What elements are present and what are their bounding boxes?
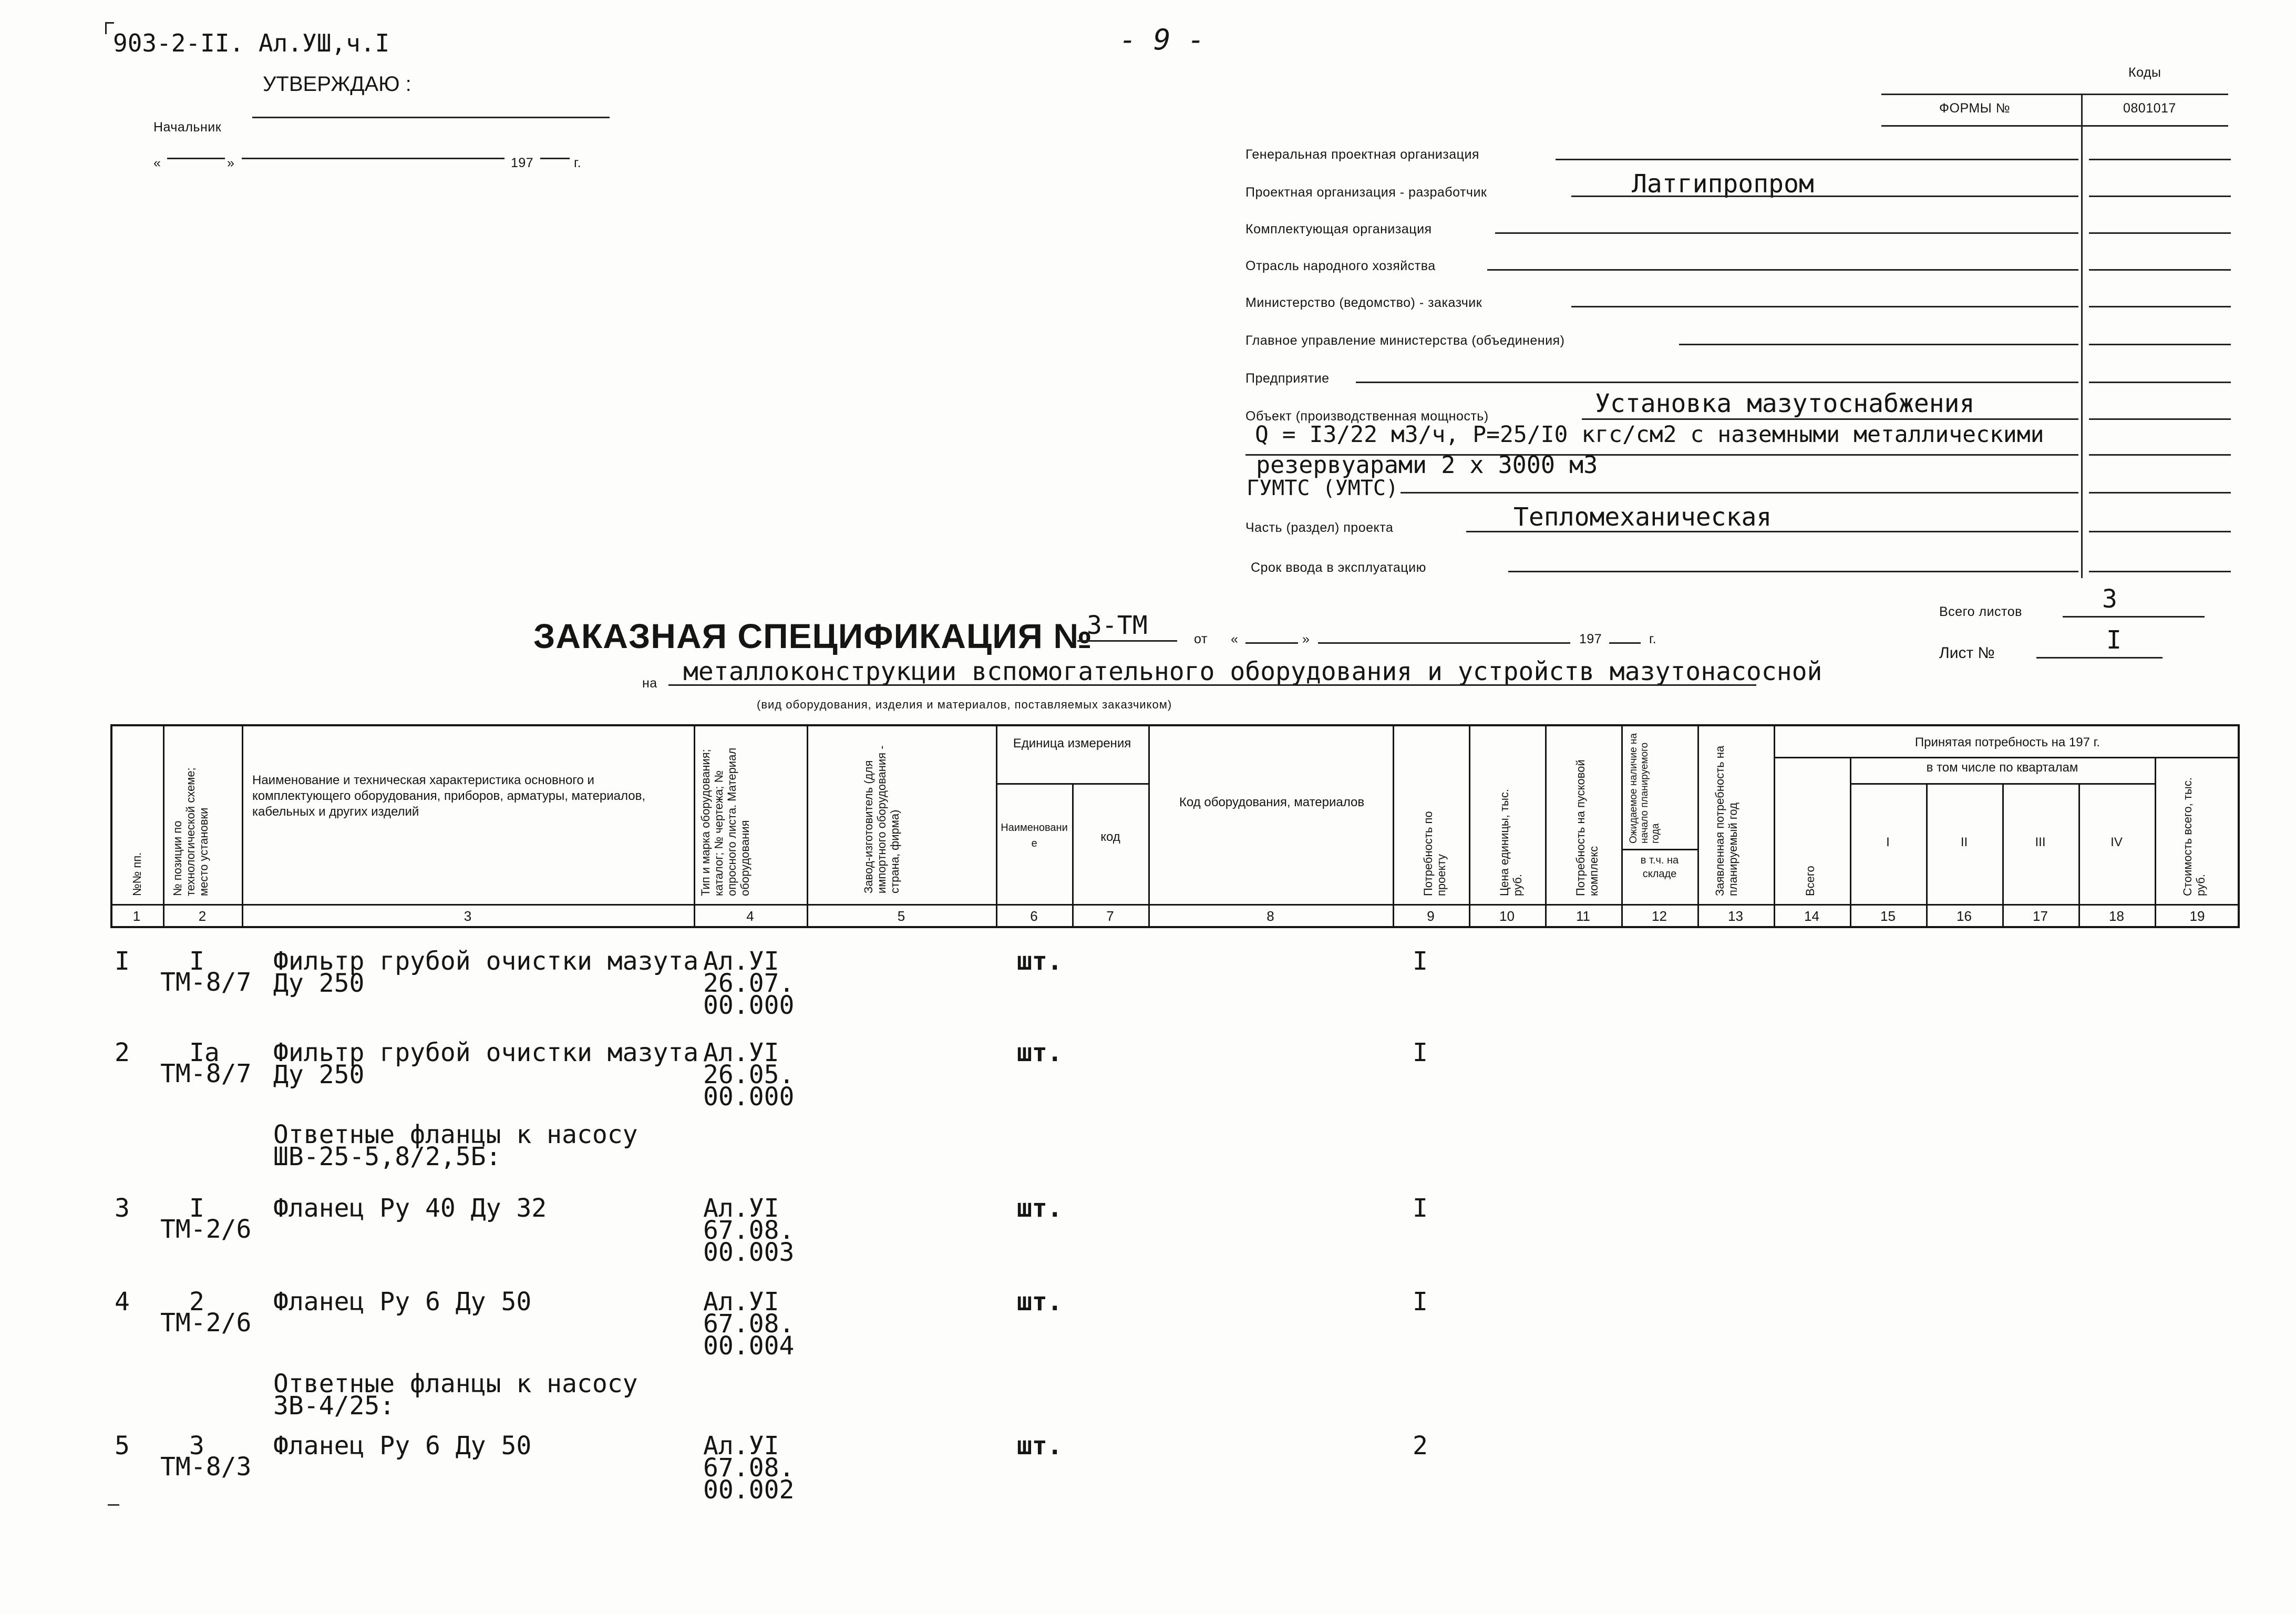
row-quantity: I <box>1413 947 1428 976</box>
total-sheets-line[interactable] <box>2063 616 2205 618</box>
codes-title: Коды <box>2128 65 2161 80</box>
row-number: 2 <box>115 1038 130 1067</box>
spec-table-header <box>110 724 2240 928</box>
col-divider <box>1545 724 1547 928</box>
col-divider <box>1621 724 1623 928</box>
row-quantity: I <box>1413 1287 1428 1317</box>
object-line-3: резервуарами 2 х 3000 м3 <box>1256 451 1598 479</box>
form-code: 0801017 <box>2123 101 2176 116</box>
row-item-type: Ал.УI 67.08. 00.004 <box>703 1287 795 1361</box>
page-number: - 9 - <box>1119 23 1205 56</box>
col-divider <box>2078 783 2080 928</box>
accepted-subline <box>1774 757 2240 758</box>
gumts-code[interactable] <box>2089 492 2231 494</box>
header-q1: I <box>1886 835 1890 849</box>
na-label: на <box>642 676 657 691</box>
col-number: 15 <box>1880 908 1896 924</box>
chief-label: Начальник <box>153 120 222 135</box>
object-code-1[interactable] <box>2089 418 2231 420</box>
sheet-line[interactable] <box>2036 657 2163 659</box>
header-total: Всего <box>1804 866 1817 896</box>
row-position-index: I <box>189 947 204 976</box>
spec-day-field[interactable] <box>1245 642 1298 644</box>
col-number: 19 <box>2189 908 2205 924</box>
header-type: Тип и марка оборудования; каталог; № чертежа; № опросного листа. Материал оборудования <box>699 747 751 896</box>
header-unit: Единица измерения <box>1013 736 1131 751</box>
part-field[interactable] <box>1466 531 2078 532</box>
header-cost: Стоимость всего, тыс. руб. <box>2181 777 2207 896</box>
spec-year-field[interactable] <box>1609 642 1641 644</box>
spec-quote-close: » <box>1302 632 1310 646</box>
industry-code[interactable] <box>2089 269 2231 271</box>
row-position-scheme: ТМ-8/7 <box>160 1059 252 1088</box>
object-line-1: Установка мазутоснабжения <box>1595 389 1975 418</box>
dev-org-code[interactable] <box>2089 196 2231 197</box>
header-declared: Заявленная потребность на планируемый год <box>1713 745 1739 896</box>
main-dept-label: Главное управление министерства (объединения) <box>1245 333 1565 348</box>
col-divider <box>1774 724 1775 928</box>
row-item-name: Фланец Ру 6 Ду 50 <box>273 1431 532 1461</box>
row-position-index: 2 <box>189 1287 204 1317</box>
supplier-org-field[interactable] <box>1495 232 2078 234</box>
col-number: 10 <box>1499 908 1515 924</box>
row-item-type: Ал.УI 26.07. 00.000 <box>703 947 795 1020</box>
col-divider <box>242 724 243 928</box>
general-org-label: Генеральная проектная организация <box>1245 147 1479 162</box>
header-unit-code: код <box>1100 830 1120 844</box>
enterprise-label: Предприятие <box>1245 371 1330 386</box>
supplier-org-code[interactable] <box>2089 232 2231 234</box>
document-code: 903-2-II. Ал.УШ,ч.I <box>113 29 390 57</box>
general-org-code[interactable] <box>2089 159 2231 160</box>
spec-quote-open: « <box>1231 632 1239 646</box>
col-divider <box>1072 783 1074 928</box>
col-number: 11 <box>1576 908 1590 924</box>
col-divider <box>807 724 808 928</box>
col-divider <box>2002 783 2004 928</box>
col-number: 5 <box>897 908 905 924</box>
col-number: 2 <box>198 908 207 924</box>
deadline-label: Срок ввода в эксплуатацию <box>1251 560 1426 575</box>
col-number: 14 <box>1804 908 1819 924</box>
col-number: 3 <box>464 908 472 924</box>
main-dept-field[interactable] <box>1679 344 2078 345</box>
row-quantity: I <box>1413 1038 1428 1067</box>
object-field-1[interactable] <box>1582 418 2078 420</box>
spec-number-line[interactable] <box>1077 640 1177 642</box>
spec-subject-note: (вид оборудования, изделия и материалов, поставляемых заказчиком) <box>757 698 1172 711</box>
col-divider <box>694 724 695 928</box>
header-need-project: Потребность по проекту <box>1422 811 1448 896</box>
quarters-subline <box>1850 783 2155 785</box>
row-item-type: Ал.УI 26.05. 00.000 <box>703 1038 795 1112</box>
row-position-scheme: ТМ-2/6 <box>160 1308 252 1338</box>
c12-subline <box>1621 849 1697 850</box>
col-number: 9 <box>1427 908 1435 924</box>
header-quarters: в том числе по кварталам <box>1926 760 2078 775</box>
part-value: Тепломеханическая <box>1513 502 1772 532</box>
spec-number: 3-ТМ <box>1087 611 1148 640</box>
row-item-type: Ал.УI 67.08. 00.002 <box>703 1431 795 1505</box>
codes-top-line <box>1881 94 2228 95</box>
row-quantity: 2 <box>1413 1431 1428 1461</box>
day-field[interactable] <box>167 158 225 159</box>
header-equipment-code: Код оборудования, материалов <box>1179 795 1365 809</box>
col-number: 1 <box>132 908 141 924</box>
col-number: 6 <box>1030 908 1038 924</box>
spec-year-suffix: г. <box>1649 632 1657 646</box>
header-unit-name: Наименование <box>1001 822 1068 849</box>
object-line-2: Q = I3/22 м3/ч, Р=25/I0 кгс/см2 с наземными металлическими <box>1255 422 2044 448</box>
row-position-index: Iа <box>189 1038 220 1067</box>
row-number: 5 <box>115 1431 130 1461</box>
header-launch-need: Потребность на пусковой комплекс <box>1574 759 1600 896</box>
unit-subline <box>996 783 1148 785</box>
header-expected: Ожидаемое наличие на начало планируемого года <box>1628 733 1661 844</box>
ministry-label: Министерство (ведомство) - заказчик <box>1245 295 1482 310</box>
row-unit: шт. <box>1017 1038 1063 1067</box>
spec-heading: ЗАКАЗНАЯ СПЕЦИФИКАЦИЯ № <box>533 616 1093 655</box>
header-in-stock: в т.ч. на складе <box>1640 855 1679 880</box>
row-position-index: 3 <box>189 1431 204 1461</box>
gumts-label: ГУМТС (УМТС) <box>1247 476 1398 500</box>
spec-month-field[interactable] <box>1318 642 1570 644</box>
object-code-2[interactable] <box>2089 454 2231 456</box>
industry-field[interactable] <box>1487 269 2078 271</box>
ministry-code[interactable] <box>2089 306 2231 307</box>
main-dept-code[interactable] <box>2089 344 2231 345</box>
spec-subject: металлоконструкции вспомогательного оборудования и устройств мазутонасосной <box>683 657 1823 686</box>
sheet-label: Лист № <box>1939 644 1995 662</box>
col-divider <box>2155 757 2156 928</box>
total-sheets-label: Всего листов <box>1939 604 2022 619</box>
col-divider <box>163 724 164 928</box>
row-unit: шт. <box>1017 947 1063 976</box>
year-prefix: 197 <box>511 156 534 170</box>
group-note: Ответные фланцы к насосу ШВ-25-5,8/2,5Б: <box>273 1120 638 1171</box>
codes-form-line <box>1881 125 2228 127</box>
header-manufacturer: Завод-изготовитель (для импортного оборудования - страна, фирма) <box>862 745 901 893</box>
date-quote-close: » <box>227 156 235 170</box>
year-field[interactable] <box>540 158 570 159</box>
deadline-code[interactable] <box>2089 571 2231 572</box>
row-quantity: I <box>1413 1194 1428 1223</box>
date-quote-open: « <box>153 156 161 170</box>
row-position-scheme: ТМ-2/6 <box>160 1215 252 1244</box>
row-unit: шт. <box>1017 1287 1063 1317</box>
codes-divider <box>2081 95 2083 578</box>
col-number: 17 <box>2033 908 2048 924</box>
supplier-org-label: Комплектующая организация <box>1245 222 1432 237</box>
year-suffix: г. <box>574 156 582 170</box>
row-item-name: Фильтр грубой очистки мазута Ду 250 <box>273 947 699 998</box>
col-divider <box>1697 724 1699 928</box>
header-accepted: Принятая потребность на 197 г. <box>1914 735 2101 749</box>
header-unit-price: Цена единицы, тыс. руб. <box>1498 789 1524 896</box>
enterprise-code[interactable] <box>2089 382 2231 383</box>
object-label: Объект (производственная мощность) <box>1245 409 1489 424</box>
row-number: 3 <box>115 1194 130 1223</box>
row-number: 4 <box>115 1287 130 1317</box>
chief-signature-line[interactable] <box>252 117 610 118</box>
col-number: 7 <box>1106 908 1114 924</box>
row-unit: шт. <box>1017 1194 1063 1223</box>
part-code[interactable] <box>2089 531 2231 532</box>
corner-mark <box>105 22 114 34</box>
part-label: Часть (раздел) проекта <box>1245 520 1394 535</box>
spec-subject-line[interactable] <box>668 684 1756 686</box>
row-item-name: Фланец Ру 40 Ду 32 <box>273 1194 547 1223</box>
form-label: ФОРМЫ № <box>1939 101 2011 116</box>
col-divider <box>1469 724 1470 928</box>
enterprise-field[interactable] <box>1356 382 2078 383</box>
industry-label: Отрасль народного хозяйства <box>1245 259 1436 273</box>
dev-org-value: Латгипропром <box>1632 169 1814 199</box>
deadline-field[interactable] <box>1508 571 2078 572</box>
dev-org-label: Проектная организация - разработчик <box>1245 185 1487 200</box>
header-position: № позиции по технологической схеме; место установки <box>171 767 210 896</box>
row-position-index: I <box>189 1194 204 1223</box>
col-number: 18 <box>2109 908 2124 924</box>
month-field[interactable] <box>242 158 504 159</box>
col-divider <box>1148 724 1150 928</box>
row-unit: шт. <box>1017 1431 1063 1461</box>
col-divider <box>1393 724 1394 928</box>
group-note: Ответные фланцы к насосу 3В-4/25: <box>273 1369 638 1421</box>
spec-from: от <box>1194 632 1208 646</box>
header-number-line <box>110 904 2240 906</box>
col-number: 8 <box>1267 908 1274 924</box>
header-name: Наименование и техническая характеристика основного и комплектующего оборудования, приборов, арматуры, материалов, кабельных и других изделий <box>252 773 646 819</box>
header-q2: II <box>1960 835 1968 849</box>
row-item-name: Фильтр грубой очистки мазута Ду 250 <box>273 1038 699 1089</box>
col-number: 4 <box>746 908 754 924</box>
header-q4: IV <box>2110 835 2123 849</box>
row-number: I <box>115 947 130 976</box>
sheet-value: I <box>2106 625 2122 655</box>
general-org-field[interactable] <box>1556 159 2078 160</box>
header-q3: III <box>2035 835 2046 849</box>
col-divider <box>996 724 997 928</box>
row-item-type: Ал.УI 67.08. 00.003 <box>703 1194 795 1267</box>
row-item-name: Фланец Ру 6 Ду 50 <box>273 1287 532 1317</box>
spec-year: 197 <box>1579 632 1602 646</box>
col-divider <box>1926 783 1928 928</box>
row-position-scheme: ТМ-8/7 <box>160 968 252 997</box>
ministry-field[interactable] <box>1571 306 2078 307</box>
col-number: 12 <box>1652 908 1667 924</box>
row-position-scheme: ТМ-8/3 <box>160 1452 252 1482</box>
gumts-field[interactable] <box>1401 492 2078 494</box>
dev-org-field[interactable] <box>1571 196 2078 197</box>
total-sheets-value: 3 <box>2102 584 2117 614</box>
header-npp: №№ пп. <box>130 852 143 896</box>
margin-dash <box>108 1504 119 1506</box>
col-number: 16 <box>1957 908 1972 924</box>
col-number: 13 <box>1728 908 1743 924</box>
approve-label: УТВЕРЖДАЮ : <box>263 73 411 96</box>
